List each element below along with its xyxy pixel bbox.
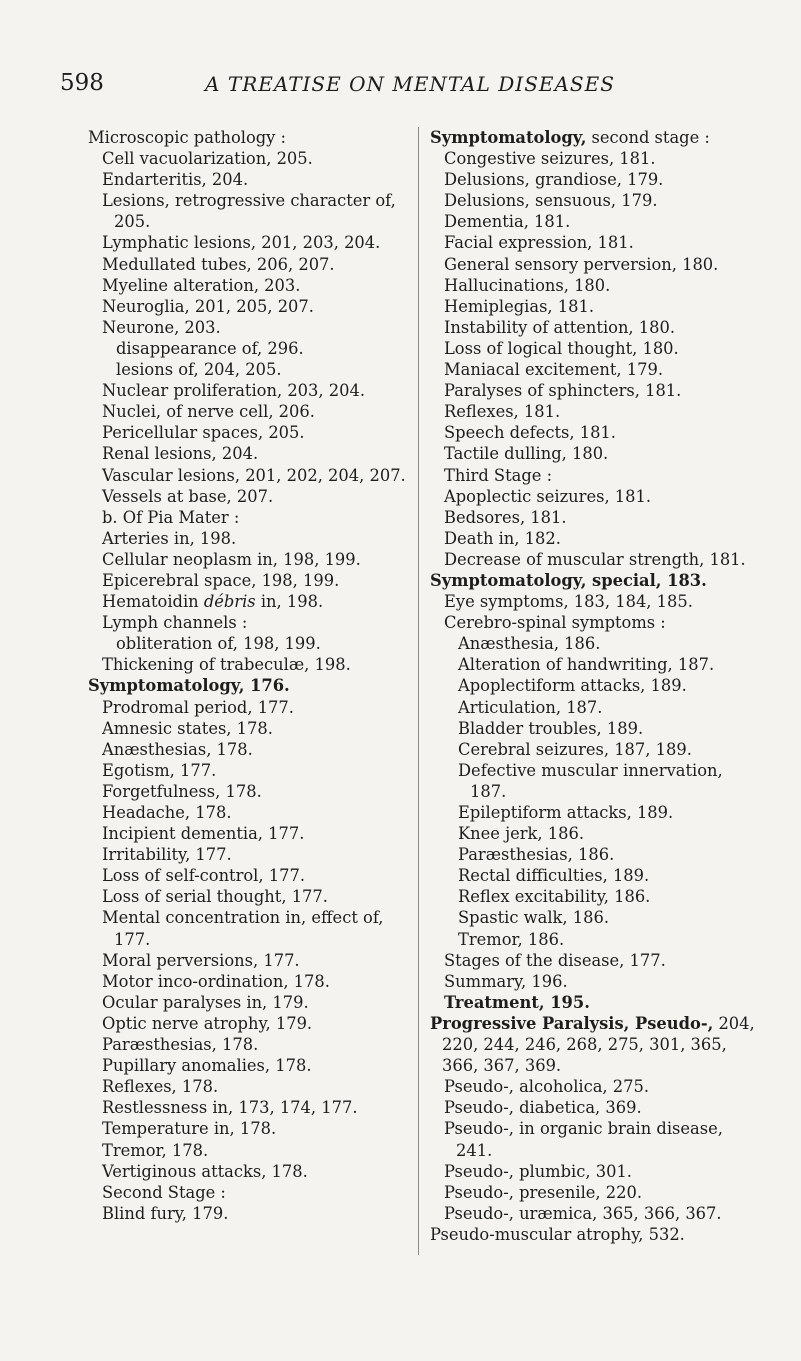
index-heading-rest: second stage : xyxy=(586,128,710,147)
index-entry: Neurone, 203. xyxy=(102,317,221,337)
index-entry: Pericellular spaces, 205. xyxy=(102,423,305,443)
index-entry: Cellular neoplasm in, 198, 199. xyxy=(102,549,361,569)
index-entry: Hallucinations, 180. xyxy=(444,275,611,295)
index-entry: Nuclei, of nerve cell, 206. xyxy=(102,402,315,422)
index-entry: Alteration of handwriting, 187. xyxy=(458,655,715,675)
index-column-left xyxy=(88,127,413,1224)
index-entry: Epicerebral space, 198, 199. xyxy=(102,570,340,590)
index-entry: Anæsthesias, 178. xyxy=(102,739,253,759)
index-entry: Tactile dulling, 180. xyxy=(444,444,609,464)
index-entry: Egotism, 177. xyxy=(102,760,217,780)
index-entry: Pseudo-, plumbic, 301. xyxy=(444,1161,632,1181)
index-entry: Medullated tubes, 206, 207. xyxy=(102,254,335,274)
index-entry: Knee jerk, 186. xyxy=(458,824,585,844)
index-entry: Endarteritis, 204. xyxy=(102,170,249,190)
index-entry: Restlessness in, 173, 174, 177. xyxy=(102,1098,358,1118)
index-entry: Renal lesions, 204. xyxy=(102,444,259,464)
index-entry: Forgetfulness, 178. xyxy=(102,781,262,801)
index-entry: Lymph channels : xyxy=(102,613,248,633)
index-entry: Loss of self-control, 177. xyxy=(102,866,305,886)
index-entry: Reflexes, 181. xyxy=(444,402,561,422)
index-entry: Bladder troubles, 189. xyxy=(458,718,644,738)
index-entry: Paræsthesias, 178. xyxy=(102,1035,259,1055)
index-entry: Pseudo-, diabetica, 369. xyxy=(444,1098,642,1118)
index-entry: Vascular lesions, 201, 202, 204, 207. xyxy=(102,465,406,485)
index-entry: Mental concentration in, effect of, 177. xyxy=(102,908,384,949)
index-entry: Microscopic pathology : xyxy=(88,128,287,147)
index-entry: Dementia, 181. xyxy=(444,212,571,232)
index-entry: Myeline alteration, 203. xyxy=(102,275,301,295)
index-entry: Headache, 178. xyxy=(102,803,232,822)
index-entry: Instability of attention, 180. xyxy=(444,317,676,337)
index-entry: Prodromal period, 177. xyxy=(102,697,294,717)
index-entry: Blind fury, 179. xyxy=(102,1203,229,1223)
index-entry: Symptomatology, special, 183. xyxy=(430,570,707,590)
index-entry: Congestive seizures, 181. xyxy=(444,149,656,169)
running-title: A TREATISE ON MENTAL DISEASES xyxy=(205,72,615,96)
index-entry: Decrease of muscular strength, 181. xyxy=(444,549,746,569)
index-entry: disappearance of, 296. xyxy=(116,338,304,358)
index-entry: Maniacal excitement, 179. xyxy=(444,360,664,380)
index-entry: Thickening of trabeculæ, 198. xyxy=(102,655,351,675)
index-entry: Tremor, 178. xyxy=(102,1140,209,1160)
index-entry: Delusions, sensuous, 179. xyxy=(444,191,658,211)
index-entry: Bedsores, 181. xyxy=(444,507,567,527)
index-heading: Progressive Paralysis, Pseudo-, xyxy=(430,1013,714,1033)
index-entry: Loss of logical thought, 180. xyxy=(444,338,679,358)
index-entry: Stages of the disease, 177. xyxy=(444,950,666,970)
index-entry: Paralyses of sphincters, 181. xyxy=(444,381,682,401)
index-entry: Second Stage : xyxy=(102,1182,226,1202)
index-entry: b. Of Pia Mater : xyxy=(102,507,240,527)
index-entry: Pseudo-, presenile, 220. xyxy=(444,1182,643,1202)
index-entry: obliteration of, 198, 199. xyxy=(116,634,321,654)
index-entry: Motor inco-ordination, 178. xyxy=(102,971,330,991)
index-entry: Apoplectic seizures, 181. xyxy=(444,486,652,506)
index-entry: Reflexes, 178. xyxy=(102,1077,219,1097)
index-entry: Moral perversions, 177. xyxy=(102,950,300,970)
index-entry: Symptomatology, 176. xyxy=(88,676,290,696)
index-entry: Pupillary anomalies, 178. xyxy=(102,1056,312,1076)
index-entry: lesions of, 204, 205. xyxy=(116,360,282,380)
index-entry: Cerebral seizures, 187, 189. xyxy=(458,739,692,759)
index-entry: Cerebro-spinal symptoms : xyxy=(444,613,666,633)
index-entry: Neuroglia, 201, 205, 207. xyxy=(102,296,314,316)
index-entry: Epileptiform attacks, 189. xyxy=(458,803,674,822)
index-entry: Vessels at base, 207. xyxy=(102,486,274,506)
index-entry: Pseudo-, alcoholica, 275. xyxy=(444,1077,650,1097)
index-entry: Incipient dementia, 177. xyxy=(102,824,305,844)
index-entry: Summary, 196. xyxy=(444,971,568,991)
index-entry: Loss of serial thought, 177. xyxy=(102,887,328,907)
index-entry xyxy=(430,127,762,148)
index-entry: Arteries in, 198. xyxy=(102,528,237,548)
index-entry: Reflex excitability, 186. xyxy=(458,887,651,907)
index-entry: General sensory perversion, 180. xyxy=(444,254,719,274)
index-entry: Nuclear proliferation, 203, 204. xyxy=(102,381,365,401)
index-entry: Facial expression, 181. xyxy=(444,233,634,253)
index-entry: Death in, 182. xyxy=(444,528,561,548)
column-divider xyxy=(418,127,419,1255)
index-heading-rest: 204, 220, 244, 246, 268, 275, 301, 365, 366, 367, 369. xyxy=(442,1013,755,1076)
index-entry: Pseudo-, uræmica, 365, 366, 367. xyxy=(444,1203,722,1223)
index-entry: Cell vacuolarization, 205. xyxy=(102,149,313,169)
index-entry: Treatment, 195. xyxy=(444,992,590,1012)
index-entry: Eye symptoms, 183, 184, 185. xyxy=(444,592,693,612)
page-number: 598 xyxy=(60,70,104,96)
index-entry: Rectal difficulties, 189. xyxy=(458,866,650,886)
index-entry: Lesions, retrogressive character of, 205. xyxy=(102,191,396,232)
index-entry: Spastic walk, 186. xyxy=(458,908,609,928)
index-heading: Symptomatology, xyxy=(430,128,587,147)
index-entry: Pseudo-muscular atrophy, 532. xyxy=(430,1224,685,1244)
page-header xyxy=(60,70,760,110)
index-entry: Amnesic states, 178. xyxy=(102,718,273,738)
index-entry: Hematoidin débris in, 198. xyxy=(102,592,324,612)
index-entry: Irritability, 177. xyxy=(102,845,232,865)
index-entry: Apoplectiform attacks, 189. xyxy=(458,676,687,696)
index-entry: Vertiginous attacks, 178. xyxy=(102,1161,308,1181)
index-entry: Third Stage : xyxy=(444,465,553,485)
index-entry: Pseudo-, in organic brain disease, 241. xyxy=(444,1119,723,1160)
index-entry: Paræsthesias, 186. xyxy=(458,845,615,865)
index-entry: Hemiplegias, 181. xyxy=(444,296,595,316)
index-entry: Defective muscular innervation, 187. xyxy=(458,760,723,801)
index-entry: Optic nerve atrophy, 179. xyxy=(102,1013,313,1033)
index-entry: Lymphatic lesions, 201, 203, 204. xyxy=(102,233,381,253)
index-entry xyxy=(430,1013,762,1076)
index-entry: Ocular paralyses in, 179. xyxy=(102,992,309,1012)
index-entry: Anæsthesia, 186. xyxy=(458,634,601,654)
index-entry: Delusions, grandiose, 179. xyxy=(444,170,664,190)
index-entry: Articulation, 187. xyxy=(458,697,603,717)
index-column-right xyxy=(430,127,762,1245)
index-entry: Speech defects, 181. xyxy=(444,423,616,443)
index-entry: Temperature in, 178. xyxy=(102,1119,277,1139)
index-entry: Tremor, 186. xyxy=(458,929,565,949)
